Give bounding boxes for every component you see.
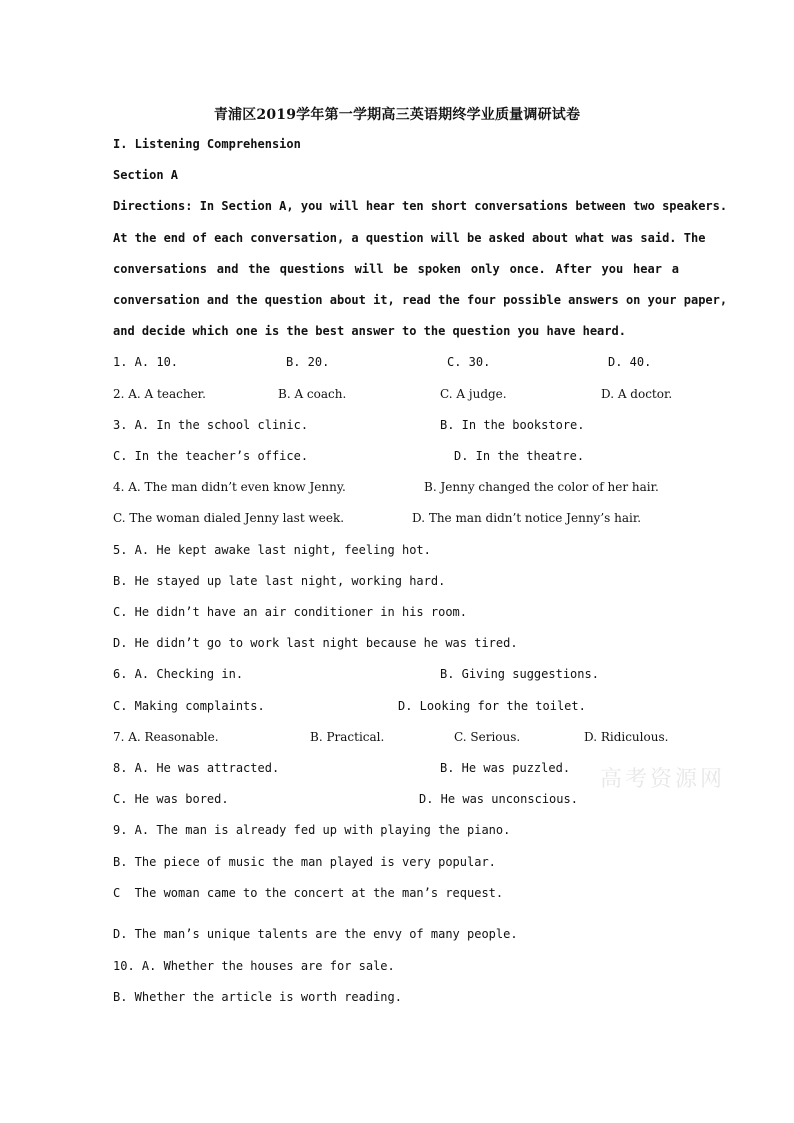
page-title: 青浦区2019学年第一学期高三英语期终学业质量调研试卷: [213, 107, 581, 123]
part-heading: I. Listening Comprehension: [113, 137, 301, 151]
option-b: B. Giving suggestions.: [440, 667, 599, 681]
option-c: C. A judge.: [440, 387, 507, 401]
option-a: 9. A. The man is already fed up with playing the piano.: [113, 823, 511, 837]
option-a: 5. A. He kept awake last night, feeling hot.: [113, 543, 431, 557]
option-b: B. Practical.: [310, 730, 385, 744]
question-9: [113, 822, 679, 854]
option-d: D. Ridiculous.: [584, 730, 669, 744]
question-5-d: [113, 635, 679, 667]
option-d: D. The man’s unique talents are the envy of many people.: [113, 927, 518, 941]
option-c: C. He didn’t have an air conditioner in his room.: [113, 605, 468, 619]
option-a: 2. A. A teacher.: [113, 387, 206, 401]
option-c: C. 30.: [447, 355, 491, 369]
question-10: [113, 958, 679, 990]
option-b: B. The piece of music the man played is very popular.: [113, 855, 496, 869]
option-c: C. The woman dialed Jenny last week.: [113, 511, 345, 525]
section-heading: Section A: [113, 168, 179, 182]
option-d: D. 40.: [608, 355, 652, 369]
option-a: 10. A. Whether the houses are for sale.: [113, 959, 395, 973]
directions-line: At the end of each conversation, a question will be asked about what was said. The: [113, 231, 706, 245]
option-b: B. In the bookstore.: [440, 418, 585, 432]
option-d: D. The man didn’t notice Jenny’s hair.: [412, 511, 642, 525]
option-a: 1. A. 10.: [113, 355, 179, 369]
option-c: C. He was bored.: [113, 792, 229, 806]
directions-line: Directions: In Section A, you will hear ten short conversations between two speakers.: [113, 199, 728, 213]
question-5-b: [113, 573, 679, 605]
option-d: D. Looking for the toilet.: [398, 699, 586, 713]
option-b: B. A coach.: [278, 387, 347, 401]
directions-line: and decide which one is the best answer to the question you have heard.: [113, 324, 626, 338]
option-a: 7. A. Reasonable.: [113, 730, 219, 744]
option-d: D. He was unconscious.: [419, 792, 578, 806]
option-c: C. Serious.: [454, 730, 521, 744]
option-a: 6. A. Checking in.: [113, 667, 244, 681]
directions-line: conversation and the question about it, read the four possible answers on your paper,: [113, 293, 728, 307]
option-b: B. 20.: [286, 355, 330, 369]
option-c: C. Making complaints.: [113, 699, 265, 713]
directions-line: conversations and the questions will be spoken only once. After you hear a: [113, 262, 679, 276]
option-a: 3. A. In the school clinic.: [113, 418, 309, 432]
option-c: C. In the teacher’s office.: [113, 449, 309, 463]
option-b: B. Jenny changed the color of her hair.: [424, 480, 659, 494]
option-c: C The woman came to the concert at the man’s request.: [113, 886, 504, 900]
watermark: 高考资源网: [600, 767, 726, 792]
question-10-b: [113, 989, 679, 1021]
question-5-c: [113, 604, 679, 636]
option-b: B. He stayed up late last night, working hard.: [113, 574, 446, 588]
option-a: 8. A. He was attracted.: [113, 761, 280, 775]
question-9-b: [113, 854, 679, 886]
question-9-d: [113, 926, 679, 958]
option-d: D. A doctor.: [601, 387, 673, 401]
question-9-c: [113, 885, 679, 917]
option-d: D. In the theatre.: [454, 449, 585, 463]
option-b: B. Whether the article is worth reading.: [113, 990, 402, 1004]
option-a: 4. A. The man didn’t even know Jenny.: [113, 480, 346, 494]
option-d: D. He didn’t go to work last night because he was tired.: [113, 636, 518, 650]
question-5: [113, 542, 679, 574]
option-b: B. He was puzzled.: [440, 761, 571, 775]
